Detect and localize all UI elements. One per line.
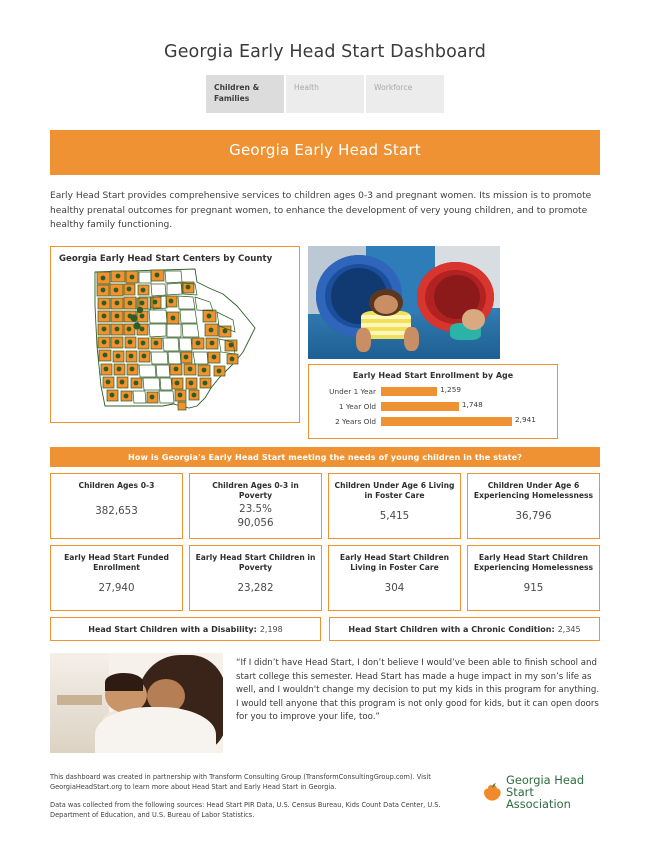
chart-title: Early Head Start Enrollment by Age	[352, 371, 514, 381]
stat-title: Early Head Start Funded Enrollment	[64, 553, 169, 573]
bar-category-label: 1 Year Old	[338, 401, 376, 411]
wide-stat-row	[50, 617, 600, 641]
stat-value-wrap	[237, 573, 273, 605]
stat-value-wrap	[237, 501, 273, 533]
stat-title: Children Under Age 6 Experiencing Homelessness	[473, 481, 594, 501]
georgia-map-svg	[77, 266, 273, 412]
stat-value-wrap	[515, 501, 551, 533]
bar-row	[317, 400, 549, 412]
bar-value-label: 1,748	[461, 400, 483, 410]
stat-value-wrap	[380, 501, 409, 533]
stat-title: Children Ages 0-3	[78, 481, 155, 491]
map-card	[50, 246, 300, 423]
stat-value-secondary: 90,056	[237, 517, 274, 530]
logo-line-2: Start Association	[506, 785, 571, 811]
bar-row	[317, 415, 549, 427]
bar-fill	[381, 417, 512, 426]
stat-card	[467, 545, 600, 611]
stat-card	[328, 473, 461, 539]
stat-value: 915	[523, 582, 544, 595]
stat-value-wrap	[385, 573, 405, 605]
bar-fill	[381, 387, 437, 396]
mother-and-baby-photo	[50, 653, 223, 753]
stat-value-wrap	[98, 573, 134, 605]
tab-workforce[interactable]: Workforce	[366, 75, 444, 113]
wide-stat-value: 2,198	[259, 624, 283, 634]
stat-value: 304	[384, 582, 405, 595]
bar-fill	[381, 402, 459, 411]
wide-stat-value: 2,345	[557, 624, 581, 634]
testimonial-row	[50, 653, 600, 753]
stat-value-wrap	[95, 491, 138, 533]
bar-track	[381, 417, 549, 426]
footer-partnership-line: This dashboard was created in partnership with Transform Consulting Group (TransformConsultingGroup.com). Visit GeorgiaHeadStart.org to learn more about Head Start and Early Head Start in Georgia.	[50, 773, 431, 792]
stat-card	[50, 545, 183, 611]
footer-sources-line: Data was collected from the following sources: Head Start PIR Data, U.S. Census Bureau, Kids Count Data Center, U.S. Department of Education, and U.S. Bureau of Labor Statistics.	[50, 800, 441, 819]
bar-value-label: 1,259	[440, 385, 461, 395]
section-banner: Georgia Early Head Start	[50, 130, 600, 175]
tab-children-families[interactable]: Children & Families	[206, 75, 284, 113]
tab-health[interactable]: Health	[286, 75, 364, 113]
map-photo-row	[50, 246, 600, 439]
footer	[50, 773, 600, 821]
stat-title: Children Under Age 6 Living in Foster Care	[334, 481, 455, 501]
page-title: Georgia Early Head Start Dashboard	[164, 42, 486, 62]
stat-grid	[50, 473, 600, 611]
stat-value: 36,796	[515, 510, 552, 523]
stat-value: 382,653	[95, 505, 138, 518]
georgia-county-map[interactable]	[59, 266, 291, 414]
stat-card	[328, 545, 461, 611]
enrollment-by-age-chart	[308, 364, 558, 439]
wide-stat-card	[50, 617, 321, 641]
map-card-title: Georgia Early Head Start Centers by County	[59, 254, 273, 265]
intro-paragraph: Early Head Start provides comprehensive services to children ages 0-3 and pregnant women. Its mission is to promote healthy prenatal outcomes for pregnant women, to enhance the development of very young children, and to promote healthy family functioning.	[50, 191, 592, 231]
stat-title: Children Ages 0-3 in Poverty	[212, 481, 299, 501]
stat-value: 23.5%	[239, 503, 272, 516]
bar-row	[317, 385, 549, 397]
stat-value: 5,415	[379, 510, 410, 523]
logo-line-1: Georgia Head	[506, 773, 585, 788]
peach-icon	[482, 782, 503, 804]
stat-value: 27,940	[98, 582, 135, 595]
testimonial-quote: “If I didn’t have Head Start, I don’t believe I would’ve been able to finish school and start college this semester. Head Start has made a huge impact in my son’s life as well, and I wouldn't change my decision to put my kids in this program for anything. I would tell anyone that this program is not only good for kids, but it can open doors for you to improve your life, too.”	[236, 658, 600, 723]
right-column	[308, 246, 558, 439]
stat-value: 23,282	[237, 582, 274, 595]
wide-stat-label: Head Start Children with a Disability:	[88, 624, 257, 634]
stat-title: Early Head Start Children Living in Foster Care	[339, 553, 450, 573]
logo-text	[506, 775, 600, 811]
stat-card	[467, 473, 600, 539]
stat-card	[50, 473, 183, 539]
stat-card	[189, 545, 322, 611]
tab-bar	[0, 75, 650, 113]
question-banner: How is Georgia's Early Head Start meeting the needs of young children in the state?	[50, 447, 600, 467]
wide-stat-card	[329, 617, 600, 641]
bar-category-label: Under 1 Year	[329, 386, 376, 396]
wide-stat-label: Head Start Children with a Chronic Condition:	[348, 624, 555, 634]
play-tunnel-photo	[308, 246, 500, 359]
stat-value-wrap	[524, 573, 544, 605]
stat-title: Early Head Start Children in Poverty	[195, 553, 316, 573]
bar-track	[381, 387, 549, 396]
bar-value-label: 2,941	[515, 415, 536, 425]
footer-text	[50, 773, 472, 821]
bar-track	[381, 402, 549, 411]
bar-category-label: 2 Years Old	[335, 416, 376, 426]
stat-card	[189, 473, 322, 539]
stat-title: Early Head Start Children Experiencing Homelessness	[473, 553, 594, 573]
peach-icon-svg	[482, 782, 503, 804]
ghsa-logo	[482, 775, 600, 811]
